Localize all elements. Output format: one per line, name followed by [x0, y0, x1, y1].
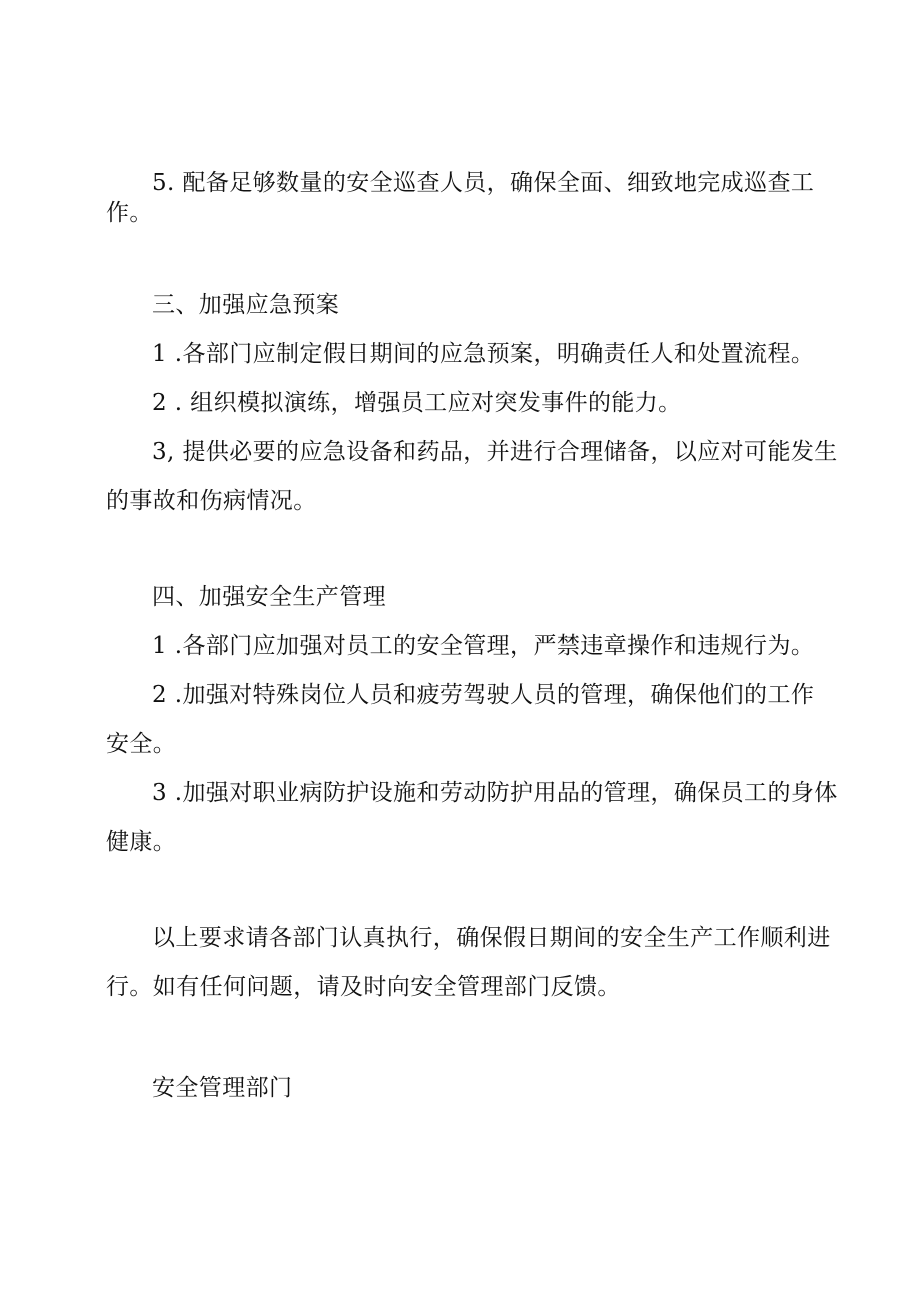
section3-heading: 三、加强应急预案 [152, 292, 340, 318]
item5-line2: 作。 [106, 200, 153, 226]
section4-item3-line1: 3 .加强对职业病防护设施和劳动防护用品的管理，确保员工的身体 [152, 780, 838, 806]
section3-item3-line1: 3, 提供必要的应急设备和药品，并进行合理储备，以应对可能发生 [152, 439, 838, 465]
section3-item3-line2: 的事故和伤病情况。 [106, 488, 317, 514]
closing-line1: 以上要求请各部门认真执行，确保假日期间的安全生产工作顺利进 [152, 925, 831, 951]
closing-line2: 行。如有任何问题，请及时向安全管理部门反馈。 [106, 974, 621, 1000]
section4-item2-line2: 安全。 [106, 731, 177, 757]
section4-item1: 1 .各部门应加强对员工的安全管理，严禁违章操作和违规行为。 [152, 633, 815, 659]
section4-item3-line2: 健康。 [106, 829, 177, 855]
section4-heading: 四、加强安全生产管理 [152, 584, 386, 610]
item5-line1: 5. 配备足够数量的安全巡查人员，确保全面、细致地完成巡查工 [152, 170, 815, 196]
signature: 安全管理部门 [152, 1075, 293, 1101]
section3-item2: 2 . 组织模拟演练，增强员工应对突发事件的能力。 [152, 390, 682, 416]
section4-item2-line1: 2 .加强对特殊岗位人员和疲劳驾驶人员的管理，确保他们的工作 [152, 682, 815, 708]
section3-item1: 1 .各部门应制定假日期间的应急预案，明确责任人和处置流程。 [152, 341, 815, 367]
